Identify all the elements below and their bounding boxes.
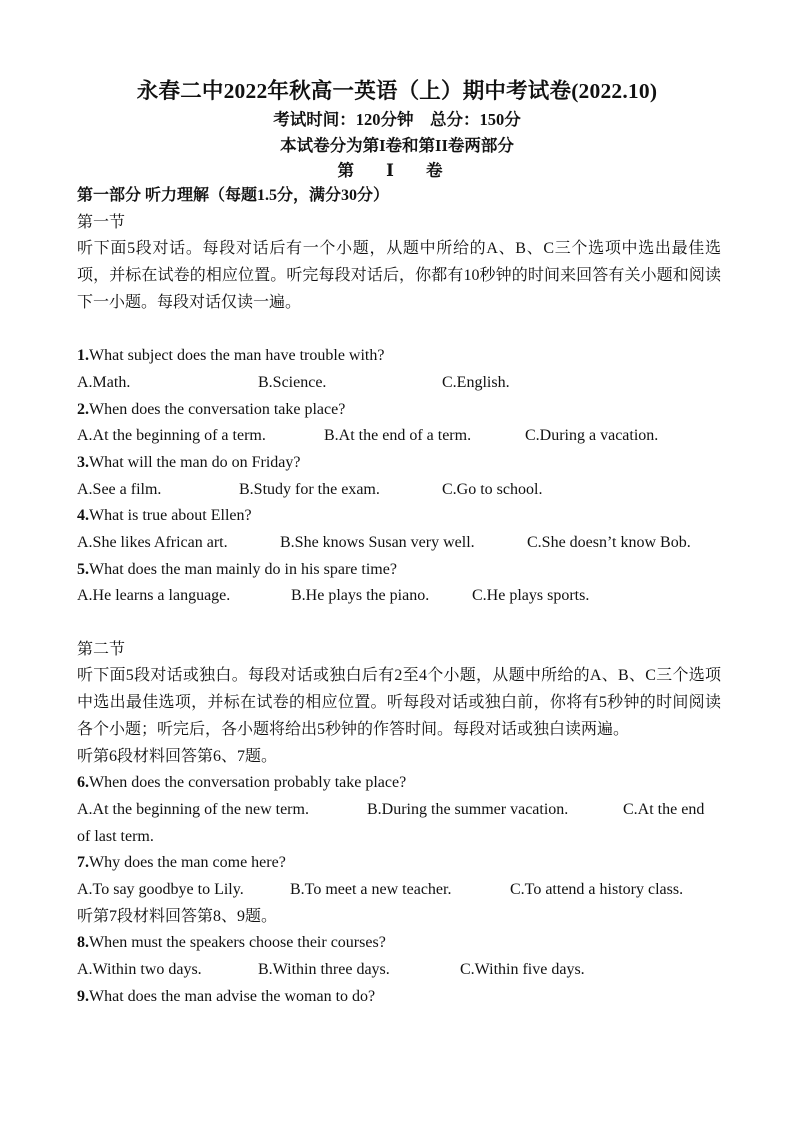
question-options [77,477,721,504]
question-text: When does the conversation take place? [89,400,346,418]
exam-content [77,183,721,1010]
option-b: B.Study for the exam. [239,480,380,498]
material-7-note: 听第7段材料回答第8、9题。 [77,907,278,925]
option-a: A.To say goodbye to Lily. [77,880,244,898]
option-b: B.She knows Susan very well. [280,533,475,551]
option-a: A.He learns a language. [77,587,231,605]
question [77,984,721,1011]
question-number: 8. [77,934,89,952]
volume-heading: 第 Ⅰ 卷 [337,161,457,180]
question [77,397,721,424]
option-c: C.Go to school. [442,480,543,498]
option-b: B.He plays the piano. [291,587,430,605]
material-6-note: 听第6段材料回答第6、7题。 [77,747,278,765]
question-text: When does the conversation probably take place? [89,774,407,792]
question-options [77,957,721,984]
option-a: A.She likes African art. [77,533,228,551]
option-a: A.See a film. [77,480,162,498]
question-options [77,423,721,450]
option-c-continued: of last term. [77,827,154,845]
exam-info: 考试时间：120分钟 总分：150分 [273,110,521,129]
option-c: C.To attend a history class. [510,880,684,898]
question [77,343,721,370]
question-text: What does the man mainly do in his spare time? [89,560,397,578]
question-number: 1. [77,347,89,365]
question [77,450,721,477]
option-c: C.At the end [623,800,705,818]
option-b: B.To meet a new teacher. [290,880,452,898]
option-b: B.Within three days. [258,961,390,979]
question-number: 4. [77,507,89,525]
question-options [77,583,721,610]
exam-title: 永春二中2022年秋高一英语（上）期中考试卷(2022.10) [136,79,658,103]
question [77,557,721,584]
question-options [77,530,721,557]
question [77,850,721,877]
section2-instructions: 听下面5段对话或独白。每段对话或独白后有2至4个小题，从题中所给的A、B、C三个选项中选出最佳选项，并标在试卷的相应位置。听每段对话或独白前，你将有5秒钟的时间阅读各个小题；听完后，各小题将给出5秒钟的作答时间。每段对话或独白读两遍。 [77,667,721,738]
option-c: C.He plays sports. [472,587,590,605]
section1-instructions: 听下面5段对话。每段对话后有一个小题，从题中所给的A、B、C三个选项中选出最佳选项，并标在试卷的相应位置。听完每段对话后，你都有10秒钟的时间来回答有关小题和阅读下一小题。每段对话仅读一遍。 [77,240,721,311]
question-text: What subject does the man have trouble with? [89,347,385,365]
question-options [77,370,721,397]
question [77,503,721,530]
question-options [77,877,721,904]
question [77,770,721,797]
option-a: A.Math. [77,373,131,391]
part1-heading: 第一部分 听力理解（每题1.5分，满分30分） [77,187,390,204]
question-number: 5. [77,560,89,578]
option-b: B.Science. [258,373,327,391]
question-text: What does the man advise the woman to do? [89,987,376,1005]
question-number: 3. [77,453,89,471]
option-c: C.She doesn’t know Bob. [527,533,691,551]
option-b: B.At the end of a term. [324,427,472,445]
option-c: C.During a vacation. [525,427,659,445]
question-number: 6. [77,774,89,792]
question-number: 9. [77,987,89,1005]
question [77,930,721,957]
section1-heading: 第一节 [77,213,126,231]
option-a: A.Within two days. [77,961,202,979]
option-c: C.English. [442,373,510,391]
question-text: When must the speakers choose their courses? [89,934,386,952]
option-c: C.Within five days. [460,961,585,979]
question-number: 2. [77,400,89,418]
option-a: A.At the beginning of a term. [77,427,266,445]
question-options [77,797,721,824]
exam-structure: 本试卷分为第I卷和第II卷两部分 [280,136,514,155]
question-text: What will the man do on Friday? [89,453,301,471]
section2-heading: 第二节 [77,640,126,658]
option-a: A.At the beginning of the new term. [77,800,309,818]
question-text: Why does the man come here? [89,854,286,872]
option-b: B.During the summer vacation. [367,800,569,818]
question-number: 7. [77,854,89,872]
question-text: What is true about Ellen? [89,507,252,525]
